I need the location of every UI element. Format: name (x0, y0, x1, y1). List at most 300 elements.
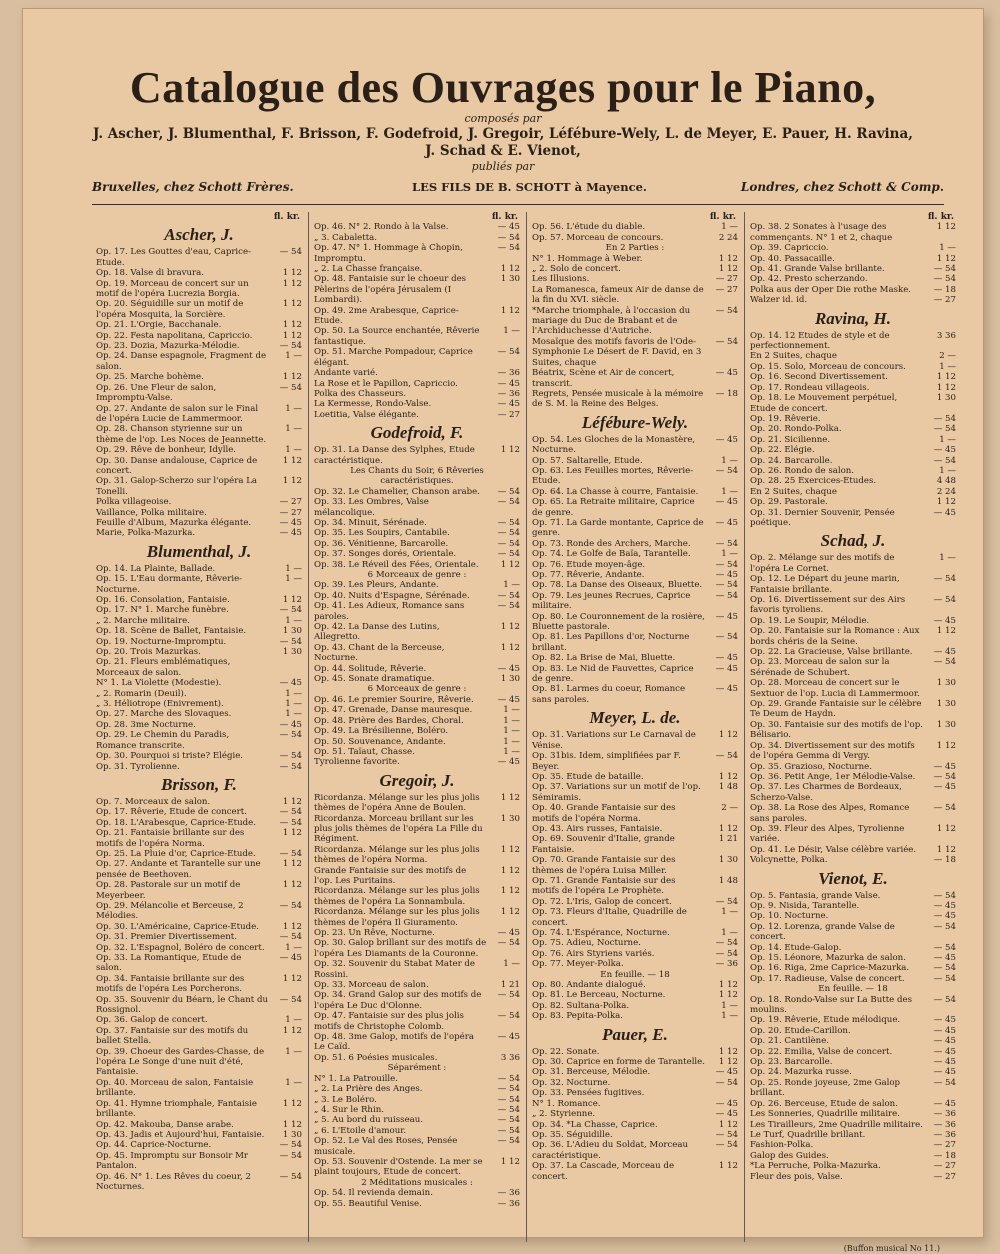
entry-title: Op. 18. L'Arabesque, Caprice-Etude. (96, 817, 256, 828)
entry-title: Op. 45. Sonate dramatique. (314, 674, 435, 685)
catalogue-entry (96, 818, 302, 828)
catalogue-entry (314, 907, 520, 928)
entry-title: Op. 34. Divertissement sur des motifs de l'opéra Gemma di Vergy. (750, 740, 915, 762)
composer-heading: Gregoir, J. (379, 770, 455, 790)
entry-title: Op. 31bis. Idem, simplifiées par F. Beyer. (532, 751, 681, 772)
entry-price: — 54 (715, 948, 738, 959)
entry-price: — 45 (497, 928, 520, 938)
entry-price: — 45 (933, 900, 956, 911)
catalogue-entry (96, 974, 302, 995)
catalogue-entry (314, 1136, 520, 1157)
entry-title: Op. 24. Danse espagnole, Fragment de salon. (96, 351, 267, 372)
entry-title: Fashion-Polka. (750, 1140, 814, 1151)
entry-price: 1 30 (936, 678, 956, 689)
entry-title: Op. 16. Divertissement sur des Airs favoris tyroliens. (750, 595, 906, 616)
catalogue-entry (96, 372, 302, 382)
entry-title: Ricordanza. Mélange sur les plus jolis thèmes de l'opéra Il Giuramento. (314, 907, 480, 928)
entry-title: Op. 34. *La Chasse, Caprice. (532, 1119, 658, 1130)
entry-price: 1 48 (718, 875, 738, 886)
catalogue-entry (96, 331, 302, 341)
catalogue-entry (532, 264, 738, 274)
entry-price: — 54 (715, 305, 738, 316)
entry-title: Op. 16. Second Divertissement. (750, 372, 888, 383)
entry-price: 1 12 (718, 253, 738, 264)
entry-price: 1 12 (282, 299, 302, 310)
catalogue-entry (750, 1161, 956, 1171)
entry-title: Op. 31. Berceuse, Mélodie. (532, 1067, 651, 1078)
catalogue-entry (96, 404, 302, 425)
entry-title: Op. 32. Nocturne. (532, 1077, 611, 1088)
entry-title: Op. 22. Sonate. (532, 1046, 600, 1057)
entry-title: Op. 76. Airs Styriens variés. (532, 948, 655, 959)
entry-price: 1 12 (936, 372, 956, 383)
catalogue-entry (314, 487, 520, 497)
catalogue-entry (314, 726, 520, 736)
entry-price: — 54 (933, 921, 956, 932)
entry-title: Op. 32. Le Chamelier, Chanson arabe. (314, 486, 480, 497)
entry-price: — 54 (715, 590, 738, 601)
entry-title: Op. 46. Le premier Sourire, Rêverie. (314, 694, 474, 705)
subheading: Les Chants du Soir, 6 Rêveries caractéristiques. (350, 465, 484, 487)
composer-heading: Ravina, H. (814, 308, 892, 328)
catalogue-entry (96, 574, 302, 595)
catalogue-entry (532, 254, 738, 264)
entry-price: 1 12 (282, 880, 302, 891)
catalogue-entry (96, 953, 302, 974)
entry-title: „ 2. Solo de concert. (532, 264, 621, 275)
catalogue-entry (532, 684, 738, 705)
catalogue-entry (532, 368, 738, 389)
entry-price: — 54 (497, 990, 520, 1001)
entry-price: 1 — (285, 1046, 302, 1057)
catalogue-entry (750, 1078, 956, 1099)
entry-title: Polka villageoise. (96, 497, 172, 508)
entry-title: Op. 78. La Danse des Oiseaux, Bluette. (532, 580, 703, 591)
catalogue-entry (96, 1078, 302, 1099)
entry-price: — 45 (715, 1067, 738, 1078)
entry-price: 1 — (285, 615, 302, 626)
catalogue-entry (750, 553, 956, 574)
entry-title: Op. 48. Fantaisie sur le choeur des Pèlerins de l'opéra Jérusalem (I Lombardi). (314, 274, 467, 306)
entry-price (708, 1088, 738, 1098)
entry-title: Op. 31. La Danse des Sylphes, Etude caractéristique. (314, 445, 475, 466)
entry-price: 1 30 (282, 1129, 302, 1140)
entry-price: 1 — (939, 465, 956, 476)
entry-title: Op. 12. Lorenza, grande Valse de concert. (750, 921, 895, 943)
entry-price: — 54 (497, 243, 520, 254)
catalogue-entry (96, 1026, 302, 1047)
entry-price: — 54 (497, 1125, 520, 1136)
entry-title: Op. 33. Pensées fugitives. (532, 1088, 645, 1099)
entry-price: — 27 (715, 284, 738, 295)
entry-price: 1 12 (936, 844, 956, 855)
catalogue-entry (96, 1140, 302, 1150)
catalogue-entry (96, 508, 302, 518)
entry-title: Vaillance, Polka militaire. (96, 507, 207, 518)
entry-title: Op. 26. Une Fleur de salon, Impromptu-Valse. (96, 382, 217, 404)
entry-price: 1 12 (718, 1046, 738, 1057)
entry-price: — 36 (497, 388, 520, 399)
entry-price: 1 — (285, 1015, 302, 1026)
catalogue-entry (750, 476, 956, 486)
catalogue-entry (314, 716, 520, 726)
entry-price: — 54 (933, 973, 956, 984)
entry-title: Op. 43. Chant de la Berceuse, Nocturne. (314, 642, 445, 664)
entry-price: — 54 (279, 994, 302, 1005)
catalogue-entry (96, 383, 302, 404)
composer-heading: Meyer, L. de. (589, 708, 681, 728)
catalogue-entry (532, 751, 738, 772)
catalogue-entry (96, 268, 302, 278)
catalogue-entry (532, 907, 738, 928)
entry-title: Op. 51. 6 Poésies musicales. (314, 1052, 438, 1063)
catalogue-entry (96, 497, 302, 507)
entry-title: Op. 83. Le Nid de Fauvettes, Caprice de genre. (532, 663, 694, 685)
entry-title: Op. 54. Il revienda demain. (314, 1188, 433, 1199)
entry-price: 1 — (285, 942, 302, 953)
entry-price: — 54 (715, 632, 738, 643)
catalogue-entry (532, 959, 738, 969)
entry-price: — 18 (933, 1150, 956, 1161)
entry-price: 1 12 (936, 626, 956, 637)
entry-price: 1 48 (718, 782, 738, 793)
catalogue-entry (314, 990, 520, 1011)
catalogue-column-3 (532, 212, 738, 1252)
entry-title: Op. 63. Les Feuilles mortes, Rêverie-Etude. (532, 465, 694, 487)
entry-price: — 54 (497, 538, 520, 549)
entry-price: 1 30 (500, 274, 520, 285)
catalogue-entry (532, 487, 738, 497)
entry-price: 1 12 (718, 1161, 738, 1172)
entry-title: Op. 33. La Romantique, Etude de salon. (96, 953, 242, 974)
catalogue-entry (750, 285, 956, 295)
catalogue-entry (96, 730, 302, 751)
catalogue-entry (96, 637, 302, 647)
catalogue-entry (750, 254, 956, 264)
entry-title: Op. 22. Elégie. (750, 445, 815, 456)
entry-price: — 45 (933, 953, 956, 963)
entry-price: — 45 (933, 445, 956, 456)
entry-price: 1 30 (936, 719, 956, 730)
catalogue-entry (532, 497, 738, 518)
entry-title: Op. 35. Grazioso, Nocturne. (750, 761, 872, 772)
catalogue-entry (314, 410, 520, 420)
entry-price: 1 12 (936, 740, 956, 751)
entry-price: — 18 (715, 388, 738, 399)
entry-price: 1 — (503, 715, 520, 726)
entry-title: Fleur des pois, Valse. (750, 1171, 843, 1182)
entry-title: Op. 41. Grande Valse brillante. (750, 264, 885, 275)
catalogue-entry (532, 897, 738, 907)
catalogue-entry (96, 828, 302, 849)
catalogue-entry (314, 980, 520, 990)
entry-title: „ 2. La Prière des Anges. (314, 1084, 423, 1095)
catalogue-entry (96, 564, 302, 574)
entry-title: Tyrolienne favorite. (314, 757, 400, 768)
entry-price: — 54 (715, 580, 738, 591)
entry-price: 1 30 (936, 699, 956, 710)
entry-title: Op. 77. Rêverie, Andante. (532, 570, 645, 580)
entry-title: Loetitia, Valse élégante. (314, 409, 419, 420)
catalogue-entry (96, 797, 302, 807)
entry-title: Op. 33. Les Ombres, Valse mélancolique. (314, 497, 429, 518)
catalogue-column-2 (314, 212, 520, 1252)
catalogue-entry (532, 1078, 738, 1088)
entry-title: Op. 35. Souvenir du Béarn, le Chant du Rossignol. (96, 994, 269, 1016)
entry-title: Op. 46. N° 2. Rondo à la Valse. (314, 222, 449, 233)
catalogue-entry (532, 456, 738, 466)
catalogue-entry (96, 1047, 302, 1078)
entry-price: 1 — (503, 746, 520, 757)
catalogue-entry (96, 678, 302, 688)
entry-price: 1 — (285, 688, 302, 699)
entry-title: Op. 26. Berceuse, Etude de salon. (750, 1098, 898, 1109)
catalogue-entry (750, 616, 956, 626)
catalogue-entry (532, 466, 738, 487)
entry-title: Op. 30. Fantaisie sur des motifs de l'op. Bélisario. (750, 719, 923, 741)
entry-price: — 45 (279, 719, 302, 730)
entry-price: 1 12 (718, 980, 738, 991)
entry-title: Le Turf, Quadrille brillant. (750, 1129, 866, 1140)
catalogue-entry (750, 574, 956, 595)
entry-price: — 18 (933, 855, 956, 866)
catalogue-entry (314, 622, 520, 643)
catalogue-entry (532, 855, 738, 876)
catalogue-entry (750, 1026, 956, 1036)
entry-price: — 45 (497, 694, 520, 705)
entry-price: — 54 (933, 264, 956, 275)
catalogue-entry (96, 456, 302, 477)
entry-title: Op. 77. Meyer-Polka. (532, 959, 624, 970)
entry-price: — 45 (715, 684, 738, 695)
catalogue-entry (314, 591, 520, 601)
entry-price: 1 12 (282, 796, 302, 807)
composer-heading: Léfébure-Wely. (581, 412, 689, 432)
composer-heading: Blumenthal, J. (146, 541, 252, 561)
entry-price: 1 12 (936, 382, 956, 393)
catalogue-entry (750, 1099, 956, 1109)
entry-title: Op. 39. Fleur des Alpes, Tyrolienne variée. (750, 823, 905, 845)
entry-title: *Marche triomphale, à l'occasion du mariage du Duc de Brabant et de l'Archiduchesse d'Autriche. (532, 305, 691, 337)
entry-title: Op. 34. Minuit, Sérénade. (314, 517, 427, 528)
catalogue-entry (314, 1053, 520, 1063)
entry-title: Polka aus der Oper Die rothe Maske. (750, 284, 912, 295)
catalogue-entry (532, 591, 738, 612)
entry-price: — 54 (497, 486, 520, 497)
entry-title: Op. 19. Rêverie, Etude mélodique. (750, 1015, 901, 1026)
entry-title: Op. 23. Morceau de salon sur la Sérénade de Schubert. (750, 657, 890, 678)
entry-title: Op. 69. Souvenir d'Italie, grande Fantaisie. (532, 834, 675, 855)
catalogue-entry (314, 389, 520, 399)
entry-price: — 54 (933, 1077, 956, 1088)
entry-title: Op. 73. Ronde des Archers, Marche. (532, 538, 691, 549)
entry-price: 1 — (285, 424, 302, 435)
entry-price: — 45 (715, 570, 738, 580)
entry-price: — 36 (497, 1188, 520, 1199)
entry-price: — 54 (279, 341, 302, 352)
entry-price: — 54 (715, 538, 738, 549)
entry-title: Les Tirailleurs, 2me Quadrille militaire. (750, 1119, 923, 1130)
catalogue-entry (96, 1120, 302, 1130)
entry-title: Op. 48. 3me Galop, motifs de l'opéra Le Caïd. (314, 1032, 474, 1053)
catalogue-entry (314, 695, 520, 705)
entry-title: Op. 17. Radieuse, Valse de concert. (750, 973, 905, 984)
entry-title: Regrets, Pensée musicale à la mémoire de S. M. la Reine des Belges. (532, 388, 704, 410)
entry-title: Op. 38. La Rose des Alpes, Romance sans paroles. (750, 803, 910, 824)
catalogue-entry (532, 1067, 738, 1077)
entry-title: Op. 20. Rondo-Polka. (750, 424, 842, 435)
catalogue-entry (314, 243, 520, 264)
catalogue-entry (532, 612, 738, 633)
entry-title: Op. 29. Rêve de bonheur, Idylle. (96, 445, 237, 456)
entry-title: Ricordanza. Mélange sur les plus jolis thèmes de l'opéra Anne de Boulen. (314, 792, 480, 814)
column-divider (526, 212, 527, 1242)
entry-price: — 54 (933, 994, 956, 1005)
catalogue-entry (532, 803, 738, 824)
entry-price: — 54 (933, 963, 956, 974)
entry-title: Op. 75. Adieu, Nocturne. (532, 938, 641, 949)
entry-price: — 54 (715, 1140, 738, 1151)
entry-price: — 45 (715, 611, 738, 622)
catalogue-entry (96, 1151, 302, 1172)
entry-price: — 45 (933, 1025, 956, 1036)
entry-price: — 54 (933, 657, 956, 668)
catalogue-entry (314, 1074, 520, 1084)
catalogue-entry (750, 772, 956, 782)
entry-title: Op. 37. La Cascade, Morceau de concert. (532, 1161, 675, 1182)
entry-price: 1 12 (718, 771, 738, 782)
entry-title: Op. 35. Etude de bataille. (532, 771, 644, 782)
entry-price: — 54 (715, 465, 738, 476)
catalogue-entry (532, 632, 738, 653)
entry-price: 1 12 (500, 642, 520, 653)
column-divider (744, 212, 745, 1242)
entry-title: Op. 20. Trois Mazurkas. (96, 647, 201, 658)
catalogue-entry (96, 943, 302, 953)
catalogue-entry (750, 678, 956, 699)
entry-title: Op. 80. Andante dialogué. (532, 980, 646, 991)
entry-title: Op. 20. Etude-Carillon. (750, 1025, 851, 1036)
catalogue-entry (750, 264, 956, 274)
entry-title: Op. 29. Mélancolie et Berceuse, 2 Mélodies. (96, 900, 244, 922)
catalogue-entry (96, 995, 302, 1016)
entry-title: *La Perruche, Polka-Mazurka. (750, 1161, 881, 1172)
entry-title: Op. 34. Fantaisie brillante sur des motifs de l'opéra Les Porcherons. (96, 973, 245, 995)
catalogue-entry (532, 876, 738, 897)
entry-title: Op. 28. Chanson styrienne sur un thème de l'op. Les Noces de Jeannette. (96, 424, 267, 445)
catalogue-entry (96, 880, 302, 901)
entry-title: Op. 18. Scène de Ballet, Fantaisie. (96, 626, 247, 637)
entry-price: 1 12 (282, 973, 302, 984)
entry-title: Op. 16. Consolation, Fantaisie. (96, 595, 230, 605)
entry-price: 1 12 (718, 1119, 738, 1130)
entry-price: 1 12 (282, 320, 302, 331)
composer-heading: Schad, J. (820, 531, 886, 551)
entry-title: Op. 10. Nocturne. (750, 911, 829, 922)
entry-price: — 54 (497, 1084, 520, 1095)
entry-title: Op. 80. Le Couronnement de la rosière, Bluette pastorale. (532, 611, 705, 633)
catalogue-entry (750, 487, 956, 497)
catalogue-entry (532, 539, 738, 549)
entry-price: 1 30 (936, 393, 956, 404)
catalogue-entry (532, 772, 738, 782)
entry-price: 1 12 (718, 990, 738, 1001)
entry-title: Op. 32. Souvenir du Stabat Mater de Rossini. (314, 959, 475, 980)
catalogue-entry (96, 341, 302, 351)
catalogue-entry (96, 424, 302, 445)
entry-title: Op. 27. Andante et Tarantelle sur une pensée de Beethoven. (96, 859, 261, 880)
entry-price: 1 12 (936, 253, 956, 264)
entry-price: — 54 (279, 932, 302, 943)
entry-title: Op. 65. La Retraite militaire, Caprice de genre. (532, 497, 695, 518)
entry-price: — 27 (715, 274, 738, 285)
entry-title: Op. 37. Fantaisie sur des motifs du ballet Stella. (96, 1025, 249, 1047)
entry-price: — 54 (279, 900, 302, 911)
catalogue-entry (750, 497, 956, 507)
catalogue-entry (532, 949, 738, 959)
catalogue-entry (314, 1032, 520, 1053)
entry-price: — 45 (715, 497, 738, 508)
composer-heading: Ascher, J. (164, 225, 234, 245)
entry-title: Op. 83. Pepita-Polka. (532, 1011, 624, 1022)
entry-title: Op. 18. Valse di bravura. (96, 268, 204, 279)
entry-title: Op. 42. Presto scherzando. (750, 274, 868, 285)
entry-title: Op. 40. Grande Fantaisie sur des motifs de l'opéra Norma. (532, 803, 676, 824)
catalogue-entry (96, 720, 302, 730)
entry-title: „ 2. La Chasse française. (314, 264, 423, 275)
catalogue-entry (96, 518, 302, 528)
entry-price: 1 — (939, 361, 956, 372)
entry-title: Op. 17. N° 1. Marche funèbre. (96, 605, 229, 616)
catalogue-entry (314, 938, 520, 959)
entry-price: 1 12 (282, 1119, 302, 1130)
entry-price: 1 — (503, 959, 520, 970)
entry-price: 1 12 (282, 859, 302, 870)
catalogue-entry (532, 990, 738, 1000)
entry-title: Op. 33. Morceau de salon. (314, 980, 429, 991)
entry-title: N° 1. La Violette (Modestie). (96, 678, 222, 689)
entry-price: 1 12 (500, 907, 520, 918)
entry-price: — 45 (933, 1046, 956, 1057)
catalogue-entry (750, 995, 956, 1016)
catalogue-entry (750, 782, 956, 803)
entry-price: — 54 (497, 549, 520, 560)
catalogue-entry (532, 1047, 738, 1057)
catalogue-entry (96, 595, 302, 605)
entry-price: 1 12 (936, 823, 956, 834)
entry-price: 1 12 (500, 264, 520, 275)
catalogue-entry (750, 1036, 956, 1046)
entry-price: 1 12 (282, 455, 302, 466)
catalogue-entry (314, 539, 520, 549)
entry-title: Op. 70. Grande Fantaisie sur des thèmes de l'opéra Luisa Miller. (532, 855, 676, 876)
entry-title: Op. 47. Fantaisie sur des plus jolis motifs de Christophe Colomb. (314, 1011, 464, 1032)
entry-price: 1 — (285, 1077, 302, 1088)
entry-title: Op. 37. Variations sur un motif de l'op. Sémiramis. (532, 782, 701, 803)
entry-title: Op. 19. Nocturne-Impromptu. (96, 636, 227, 647)
entry-title: Op. 41. Le Désir, Valse célèbre variée. (750, 844, 917, 855)
entry-title: Op. 51. Marche Pompadour, Caprice élégant. (314, 347, 473, 368)
entry-price: 1 — (285, 445, 302, 456)
catalogue-entry (96, 299, 302, 320)
entry-price: — 54 (497, 528, 520, 539)
publies-par: publiés par (471, 160, 535, 173)
entry-price: 1 30 (282, 647, 302, 658)
catalogue-entry (96, 901, 302, 922)
catalogue-entry (314, 1115, 520, 1125)
catalogue-entry (750, 1151, 956, 1161)
entry-price: — 18 (933, 284, 956, 295)
